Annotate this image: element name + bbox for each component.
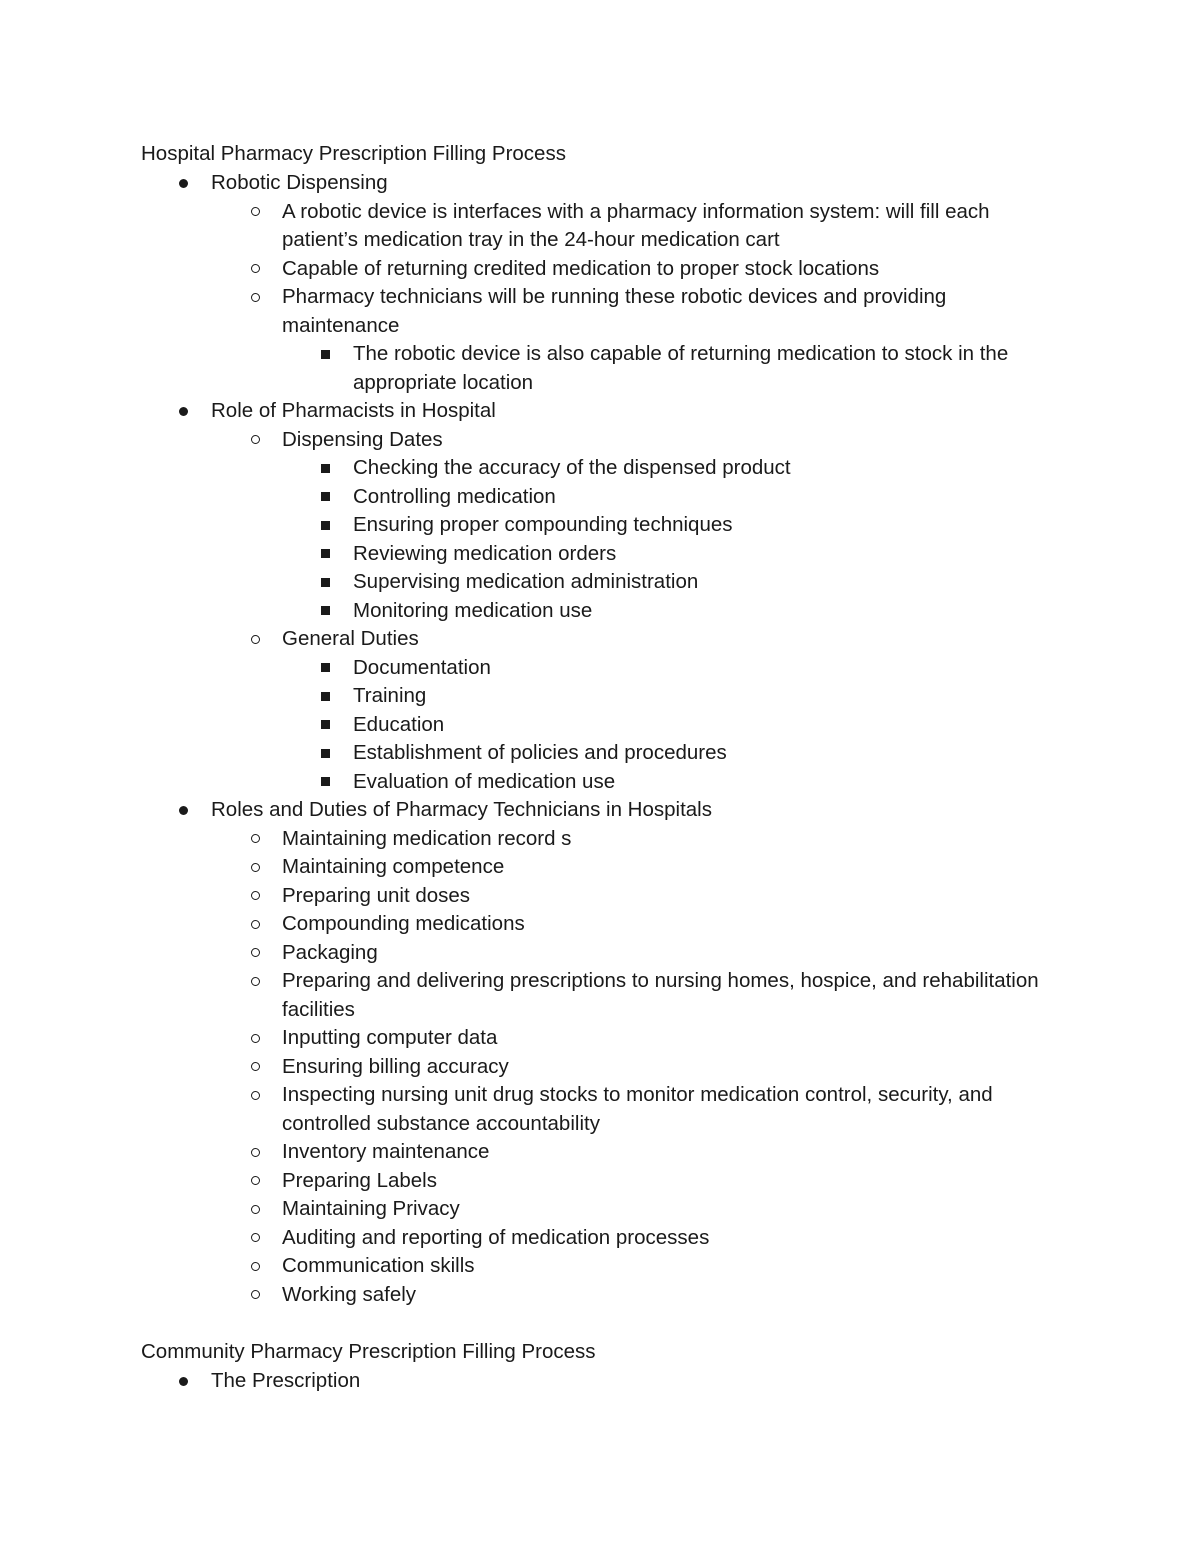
list-item: Working safely: [0, 1281, 1200, 1310]
square-bullet-icon: [318, 711, 332, 740]
hollow-bullet-icon: [248, 426, 262, 455]
list-item: Inputting computer data: [0, 1024, 1200, 1053]
list-item: Inspecting nursing unit drug stocks to monitor medication control, security, and controlled substance accountability: [0, 1081, 1200, 1138]
list-item: Maintaining medication record s: [0, 825, 1200, 854]
list-item: General Duties: [0, 625, 1200, 654]
list-item: Dispensing Dates: [0, 426, 1200, 455]
section-title-community: Community Pharmacy Prescription Filling Process: [141, 1340, 596, 1363]
list-item: Monitoring medication use: [0, 597, 1200, 626]
list-item: Evaluation of medication use: [0, 768, 1200, 797]
list-item: Robotic Dispensing: [0, 169, 1200, 198]
list-item: Supervising medication administration: [0, 568, 1200, 597]
hollow-bullet-icon: [248, 910, 262, 939]
hollow-bullet-icon: [248, 1167, 262, 1196]
hollow-bullet-icon: [248, 967, 262, 996]
square-bullet-icon: [318, 597, 332, 626]
square-bullet-icon: [318, 768, 332, 797]
list-item: Training: [0, 682, 1200, 711]
hollow-bullet-icon: [248, 255, 262, 284]
filled-bullet-icon: [176, 397, 190, 426]
hollow-bullet-icon: [248, 1138, 262, 1167]
list-item: Role of Pharmacists in Hospital: [0, 397, 1200, 426]
square-bullet-icon: [318, 454, 332, 483]
list-item: Auditing and reporting of medication processes: [0, 1224, 1200, 1253]
square-bullet-icon: [318, 568, 332, 597]
hollow-bullet-icon: [248, 1053, 262, 1082]
list-item: A robotic device is interfaces with a pharmacy information system: will fill each patient’s medication tray in the 24-hour medication cart: [0, 198, 1200, 255]
list-item: Inventory maintenance: [0, 1138, 1200, 1167]
square-bullet-icon: [318, 739, 332, 768]
list-item: Ensuring proper compounding techniques: [0, 511, 1200, 540]
list-item: Maintaining Privacy: [0, 1195, 1200, 1224]
list-item: Capable of returning credited medication to proper stock locations: [0, 255, 1200, 284]
hollow-bullet-icon: [248, 882, 262, 911]
hollow-bullet-icon: [248, 625, 262, 654]
hollow-bullet-icon: [248, 1081, 262, 1110]
hollow-bullet-icon: [248, 825, 262, 854]
list-item: Roles and Duties of Pharmacy Technicians in Hospitals: [0, 796, 1200, 825]
square-bullet-icon: [318, 511, 332, 540]
hollow-bullet-icon: [248, 853, 262, 882]
filled-bullet-icon: [176, 796, 190, 825]
list-item: Preparing and delivering prescriptions to nursing homes, hospice, and rehabilitation facilities: [0, 967, 1200, 1024]
square-bullet-icon: [318, 682, 332, 711]
filled-bullet-icon: [176, 1367, 190, 1396]
list-item: The robotic device is also capable of returning medication to stock in the appropriate location: [0, 340, 1200, 397]
list-item: Checking the accuracy of the dispensed product: [0, 454, 1200, 483]
hollow-bullet-icon: [248, 1224, 262, 1253]
square-bullet-icon: [318, 340, 332, 369]
list-item: Establishment of policies and procedures: [0, 739, 1200, 768]
hollow-bullet-icon: [248, 1024, 262, 1053]
list-item: Controlling medication: [0, 483, 1200, 512]
square-bullet-icon: [318, 540, 332, 569]
hollow-bullet-icon: [248, 939, 262, 968]
list-item: Reviewing medication orders: [0, 540, 1200, 569]
list-item: Compounding medications: [0, 910, 1200, 939]
hospital-list: [0, 169, 1200, 1309]
list-item: Documentation: [0, 654, 1200, 683]
list-item: Preparing unit doses: [0, 882, 1200, 911]
list-item: Pharmacy technicians will be running these robotic devices and providing maintenance: [0, 283, 1200, 340]
hollow-bullet-icon: [248, 1252, 262, 1281]
list-item: Communication skills: [0, 1252, 1200, 1281]
filled-bullet-icon: [176, 169, 190, 198]
hollow-bullet-icon: [248, 1195, 262, 1224]
list-item: Packaging: [0, 939, 1200, 968]
community-list: [0, 1367, 1200, 1396]
list-item: Ensuring billing accuracy: [0, 1053, 1200, 1082]
square-bullet-icon: [318, 654, 332, 683]
hollow-bullet-icon: [248, 1281, 262, 1310]
list-item: Preparing Labels: [0, 1167, 1200, 1196]
list-item: The Prescription: [0, 1367, 1200, 1396]
section-title-hospital: Hospital Pharmacy Prescription Filling Process: [141, 142, 566, 165]
hollow-bullet-icon: [248, 198, 262, 227]
list-item: Maintaining competence: [0, 853, 1200, 882]
square-bullet-icon: [318, 483, 332, 512]
list-item: Education: [0, 711, 1200, 740]
hollow-bullet-icon: [248, 283, 262, 312]
